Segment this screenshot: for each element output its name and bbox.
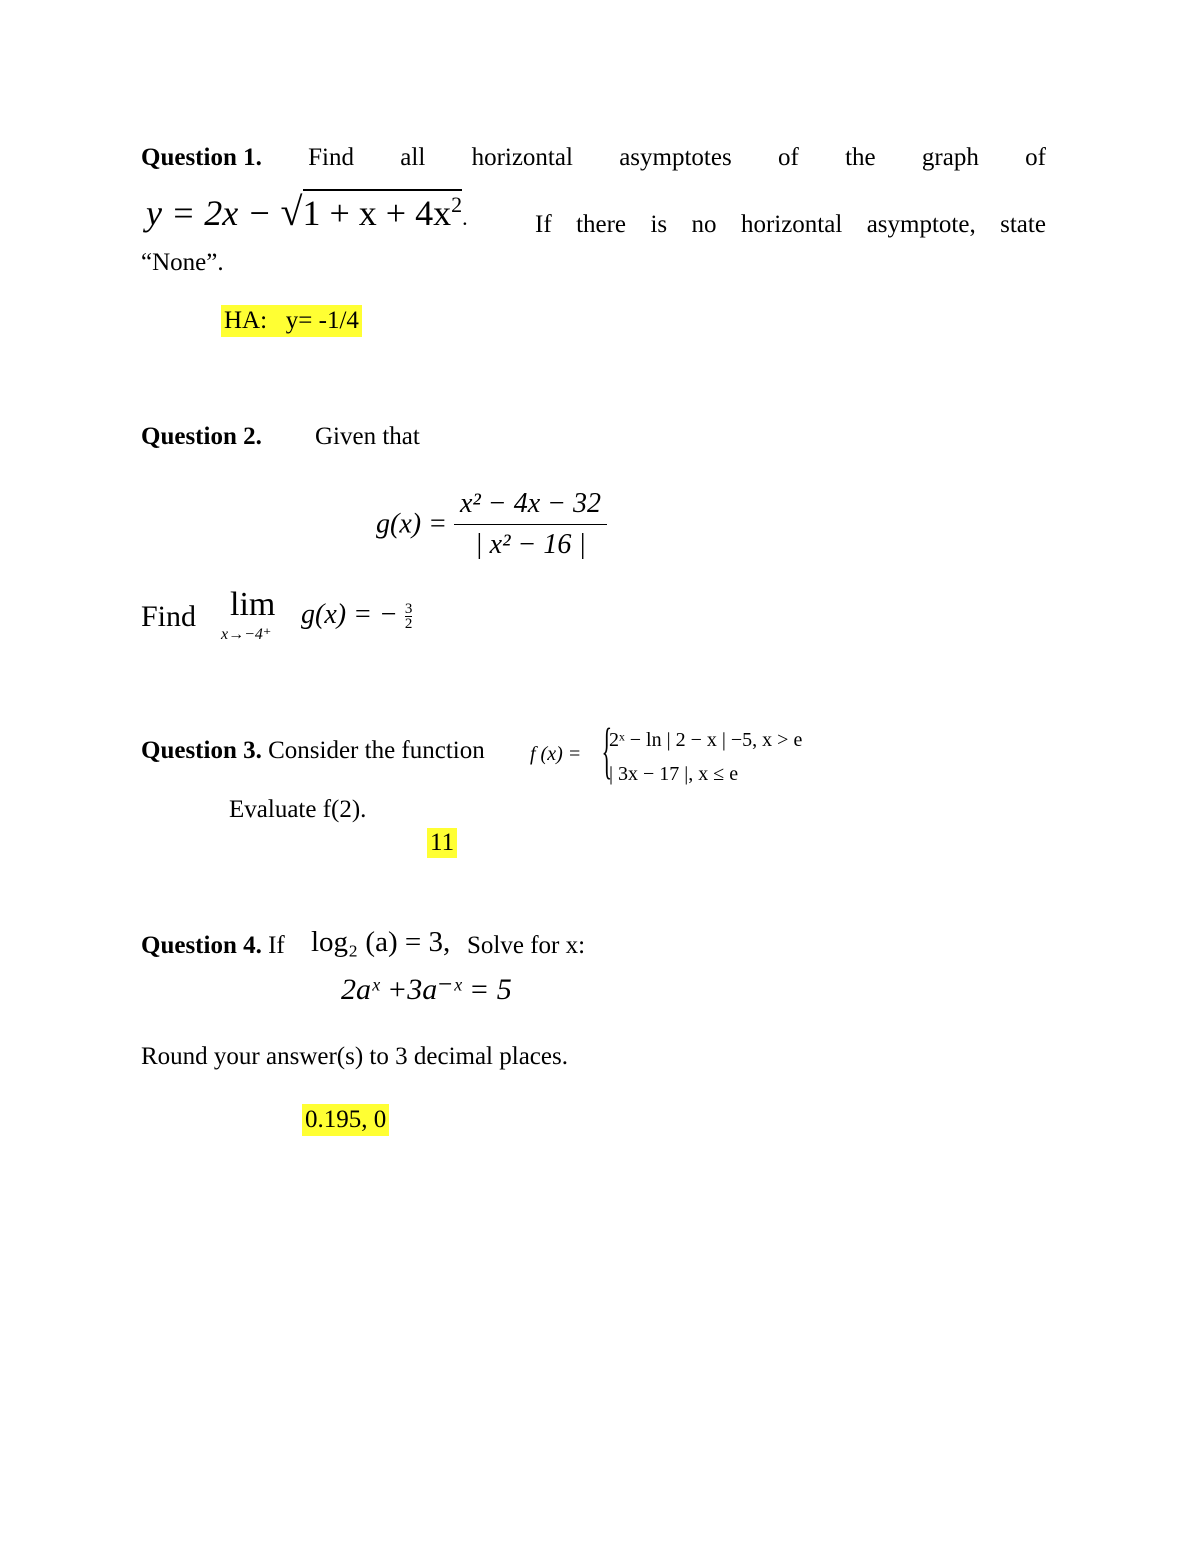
q3-label: Question 3. [141,737,262,764]
q2-label: Question 2. [141,423,262,450]
q3-func-lhs: f (x) = [530,743,582,765]
q2-limit-expr: g(x) = − $\frac{3}{2}$ [301,599,413,633]
q4-line [141,932,285,960]
q2-func-lhs: g(x) = [376,508,447,540]
q4-equation: 2aˣ +3a⁻ˣ = 5 [341,973,512,1006]
q1-word: horizontal [740,211,843,238]
q2-numerator: x² − 4x − 32 [454,488,607,525]
q1-heading [141,144,1046,172]
q3-case1: 2ˣ − ln | 2 − x | −5, x > e [609,729,803,751]
q1-formula [146,188,468,235]
q4-solve: Solve for x: [467,932,586,959]
q2-intro: Given that [315,423,420,450]
q1-word: is [650,211,668,238]
q1-word: the [845,144,876,171]
q2-denominator: | x² − 16 | [474,529,587,560]
q4-label: Question 4. [141,932,262,959]
q2-answer: $\frac{3}{2}$ [404,601,413,633]
q1-word: of [777,144,799,171]
q1-instruction [535,211,1046,239]
q1-word: asymptotes [619,144,732,171]
q4-answer: 0.195, 0 [302,1104,389,1136]
q3-task: Evaluate f(2). [229,796,367,823]
q1-word: Find [308,144,354,171]
q1-word: no [691,211,717,238]
q1-word: horizontal [471,144,573,171]
q1-answer: HA: y= -1/4 [221,305,362,337]
q4-round: Round your answer(s) to 3 decimal places. [141,1043,568,1070]
q2-lim: lim [230,586,276,623]
q2-lim-sub: x→−4⁺ [221,626,272,643]
q1-word: asymptote, [866,211,976,238]
q4-given: log₂ (a) = 3, [311,926,451,958]
q1-word: all [400,144,426,171]
q3-answer: 11 [427,828,457,858]
q2-function [376,488,607,561]
q1-word: state [1000,211,1046,238]
q1-formula-lhs: y = 2x − [146,193,272,233]
q3-line [141,737,485,765]
q1-instruction-end: “None”. [141,249,224,276]
brace-icon: { [601,717,613,785]
q1-word: there [576,211,627,238]
q2-fraction [454,488,607,561]
q1-radicand: $1 + x + 4x^2$ [303,189,463,233]
q1-word: graph [921,144,979,171]
q3-intro: Consider the function [268,737,485,764]
q1-formula-end: . [462,205,468,230]
sqrt-icon: √ [280,189,303,234]
q3-case2: | 3x − 17 |, x ≤ e [609,763,739,785]
q1-word: If [535,211,552,238]
q4-if: If [268,932,285,959]
q1-label: Question 1. [141,144,262,171]
q2-find: Find [141,600,197,633]
q1-word: of [1025,144,1046,171]
